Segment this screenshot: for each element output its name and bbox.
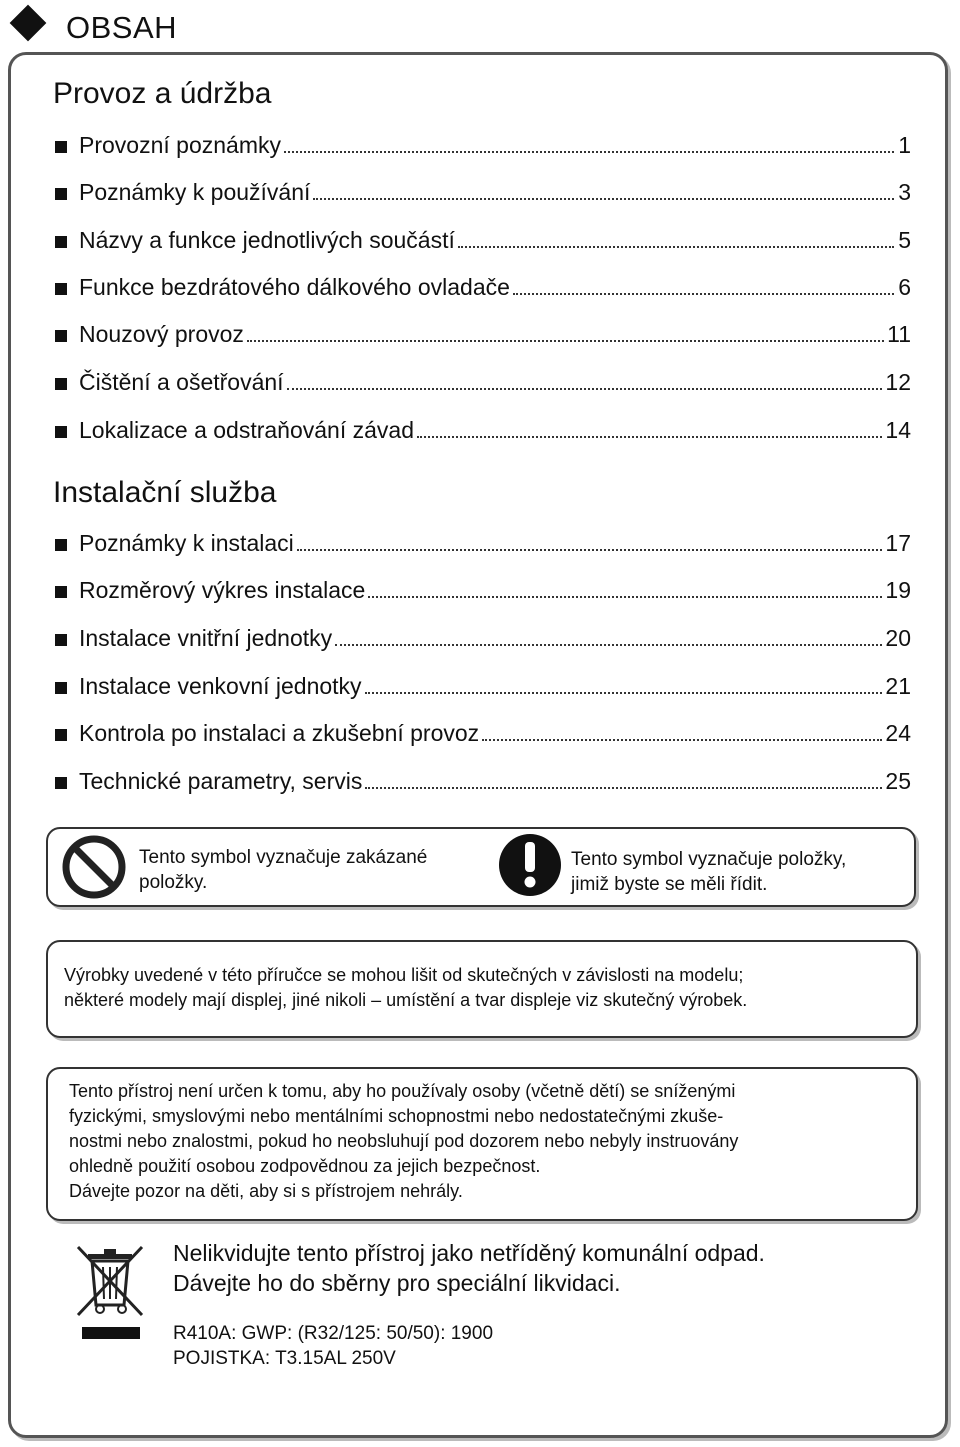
toc-entry[interactable]: [55, 274, 911, 304]
square-bullet-icon: [55, 586, 67, 598]
leader-dots: [482, 739, 882, 741]
section-title-installation: Instalační služba: [53, 476, 277, 509]
prohibited-line-2: položky.: [139, 872, 208, 893]
exclamation-icon: [497, 832, 563, 898]
leader-dots: [287, 388, 883, 390]
toc-entry-page: 17: [885, 530, 911, 556]
toc-entry-page: 21: [885, 673, 911, 699]
square-bullet-icon: [55, 236, 67, 248]
toc-entry-label: Provozní poznámky: [79, 132, 281, 158]
square-bullet-icon: [55, 426, 67, 438]
leader-dots: [284, 151, 894, 153]
mandatory-line-1: Tento symbol vyznačuje položky,: [571, 849, 847, 870]
prohibited-line-1: Tento symbol vyznačuje zakázané: [139, 847, 428, 868]
toc-entry-page: 24: [885, 720, 911, 746]
toc-entry-page: 11: [887, 321, 911, 347]
square-bullet-icon: [55, 378, 67, 390]
section-title-operation: Provoz a údržba: [53, 77, 272, 110]
toc-entry-label: Poznámky k instalaci: [79, 530, 294, 556]
toc-entry[interactable]: [55, 577, 911, 607]
safety-notice-text: [69, 1079, 738, 1204]
square-bullet-icon: [55, 634, 67, 646]
square-bullet-icon: [55, 539, 67, 551]
toc-entry-label: Poznámky k používání: [79, 179, 311, 205]
toc-entry-page: 1: [898, 132, 911, 158]
toc-entry[interactable]: [55, 673, 911, 703]
leader-dots: [365, 692, 883, 694]
toc-entry[interactable]: [55, 321, 911, 351]
toc-entry-label: Názvy a funkce jednotlivých součástí: [79, 227, 455, 253]
mandatory-line-2: jimiž byste se měli řídit.: [571, 874, 768, 895]
diamond-bullet-icon: [10, 5, 47, 42]
crossed-out-bin-icon: [74, 1243, 146, 1343]
page-title: OBSAH: [66, 10, 178, 45]
toc-entry[interactable]: [55, 369, 911, 399]
toc-entry-page: 12: [885, 369, 911, 395]
leader-dots: [513, 293, 894, 295]
leader-dots: [247, 340, 884, 342]
leader-dots: [417, 436, 882, 438]
square-bullet-icon: [55, 283, 67, 295]
safety-notice-line-3: nostmi nebo znalostmi, pokud ho neobsluhují pod dozorem nebo nebyly instruovány: [69, 1131, 739, 1151]
refrigerant-spec: R410A: GWP: (R32/125: 50/50): 1900: [173, 1323, 494, 1344]
square-bullet-icon: [55, 330, 67, 342]
safety-notice-line-2: fyzickými, smyslovými nebo mentálními schopnostmi nebo nedostatečnými zkuše-: [69, 1106, 724, 1126]
leader-dots: [335, 644, 882, 646]
prohibited-icon: [60, 833, 128, 901]
disposal-line-2: Dávejte ho do sběrny pro speciální likvidaci.: [173, 1270, 621, 1296]
toc-entry[interactable]: [55, 417, 911, 447]
toc-entry[interactable]: [55, 530, 911, 560]
toc-entry-label: Rozměrový výkres instalace: [79, 577, 366, 603]
toc-entry-page: 19: [885, 577, 911, 603]
leader-dots: [368, 596, 882, 598]
toc-entry-label: Čištění a ošetřování: [79, 369, 284, 395]
toc-entry-label: Instalace venkovní jednotky: [79, 673, 362, 699]
square-bullet-icon: [55, 188, 67, 200]
toc-entry[interactable]: [55, 132, 911, 162]
toc-entry-label: Nouzový provoz: [79, 321, 244, 347]
models-notice-line-2: některé modely mají displej, jiné nikoli – umístění a tvar displeje viz skutečný výrobek.: [64, 990, 748, 1010]
square-bullet-icon: [55, 141, 67, 153]
toc-entry-page: 6: [898, 274, 911, 300]
toc-entry-label: Lokalizace a odstraňování závad: [79, 417, 414, 443]
leader-dots: [297, 549, 883, 551]
toc-entry-label: Funkce bezdrátového dálkového ovladače: [79, 274, 510, 300]
leader-dots: [313, 198, 894, 200]
square-bullet-icon: [55, 682, 67, 694]
toc-entry-page: 3: [898, 179, 911, 205]
safety-notice-line-4: ohledně použití osobou zodpovědnou za jejich bezpečnost.: [69, 1156, 541, 1176]
prohibited-symbol-text: [139, 845, 427, 895]
toc-entry-label: Instalace vnitřní jednotky: [79, 625, 333, 651]
toc-entry[interactable]: [55, 179, 911, 209]
toc-entry[interactable]: [55, 720, 911, 750]
safety-notice-line-1: Tento přístroj není určen k tomu, aby ho používaly osoby (včetně dětí) se sníženými: [69, 1081, 736, 1101]
leader-dots: [458, 246, 894, 248]
disposal-line-1: Nelikvidujte tento přístroj jako netříděný komunální odpad.: [173, 1240, 765, 1266]
models-notice-line-1: Výrobky uvedené v této příručce se mohou lišit od skutečných v závislosti na modelu;: [64, 965, 744, 985]
leader-dots: [365, 787, 882, 789]
toc-entry-page: 20: [885, 625, 911, 651]
models-notice-text: [64, 963, 747, 1013]
toc-entry-label: Technické parametry, servis: [79, 768, 363, 794]
square-bullet-icon: [55, 729, 67, 741]
mandatory-symbol-text: [571, 847, 846, 897]
square-bullet-icon: [55, 777, 67, 789]
toc-entry[interactable]: [55, 768, 911, 798]
safety-notice-line-5: Dávejte pozor na děti, aby si s přístrojem nehrály.: [69, 1181, 463, 1201]
fuse-spec: POJISTKA: T3.15AL 250V: [173, 1348, 396, 1369]
toc-entry-page: 25: [885, 768, 911, 794]
toc-entry[interactable]: [55, 625, 911, 655]
toc-entry-page: 14: [885, 417, 911, 443]
toc-entry-page: 5: [898, 227, 911, 253]
toc-entry-label: Kontrola po instalaci a zkušební provoz: [79, 720, 480, 746]
toc-entry[interactable]: [55, 227, 911, 257]
